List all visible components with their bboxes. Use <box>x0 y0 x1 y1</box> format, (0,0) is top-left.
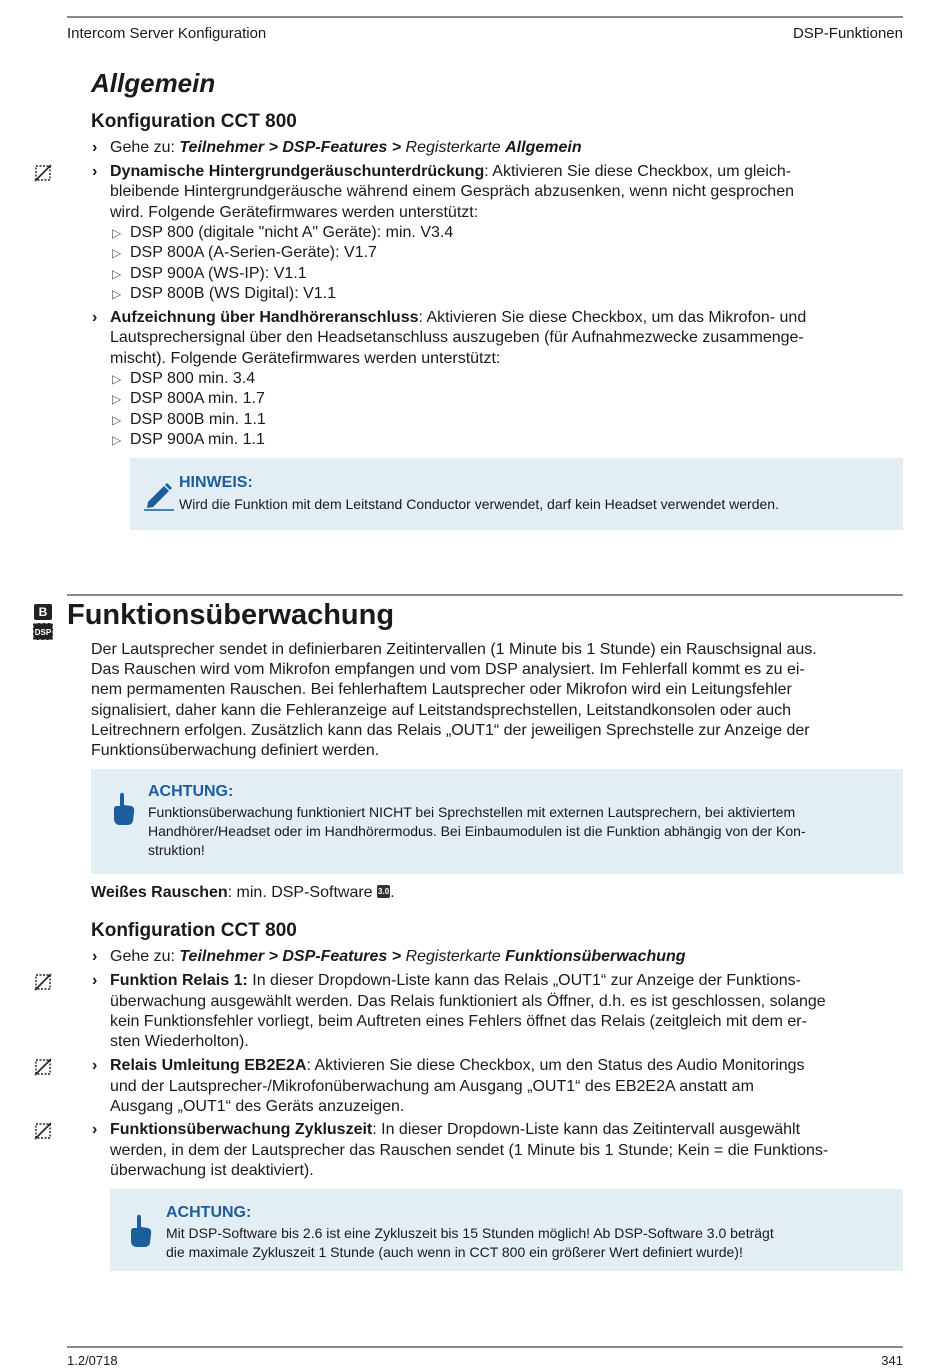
device-badge-b: B <box>34 604 52 620</box>
note-text: Wird die Funktion mit dem Leitstand Conductor verwendet, darf kein Headset verwendet werden. <box>179 496 779 512</box>
hand-warning-icon <box>111 791 137 827</box>
item-line: Ausgang „OUT1“ des Geräts anzuzeigen. <box>110 1098 405 1115</box>
config-heading: Konfiguration CCT 800 <box>91 920 297 941</box>
checkbox-edit-icon <box>33 163 53 183</box>
hand-warning-icon <box>128 1213 154 1249</box>
white-noise-line: Weißes Rauschen: min. DSP-Software 3.0. <box>91 884 395 901</box>
intro-line: signalisiert, daher kann die Fehleranzeige auf Leitstandsprechstellen, Leitstandkonsolen oder auch <box>91 702 792 719</box>
item-line: Dynamische Hintergrundgeräuschunterdrückung: Aktivieren Sie diese Checkbox, um gleich- <box>110 163 792 180</box>
version-badge: 3.0 <box>378 887 390 896</box>
warning-title: ACHTUNG: <box>148 783 234 800</box>
intro-line: Leitrechnern erfolgen. Zusätzlich kann das Relais „OUT1“ der jeweiligen Sprechstelle zur Anzeige der <box>91 722 810 739</box>
note-box <box>130 458 903 530</box>
item-line: Funktion Relais 1: In dieser Dropdown-Liste kann das Relais „OUT1“ zur Anzeige der Funktions- <box>110 972 801 989</box>
chevron-right-icon: ▷ <box>112 246 122 260</box>
sub-item: DSP 800 min. 3.4 <box>130 370 256 387</box>
checkbox-edit-icon <box>33 972 53 992</box>
chevron-right-icon: ▷ <box>112 287 122 301</box>
sub-item: DSP 800A min. 1.7 <box>130 390 265 407</box>
item-line: bleibende Hintergrundgeräusche während einem Gespräch abzusenken, wenn nicht gesprochen <box>110 183 794 200</box>
item-line: und der Lautsprecher-/Mikrofonüberwachung am Ausgang „OUT1“ des EB2E2A anstatt am <box>110 1078 754 1095</box>
warning-box <box>91 769 903 874</box>
item-line: sten Wiederholton). <box>110 1033 249 1050</box>
chevron-right-icon: › <box>92 163 98 180</box>
checkbox-edit-icon <box>33 1121 53 1141</box>
section-title-funktionsueberwachung: Funktionsüberwachung <box>67 599 395 631</box>
warning-line: Mit DSP-Software bis 2.6 ist eine Zykluszeit bis 15 Stunden möglich! Ab DSP-Software 3.0 beträgt <box>166 1225 774 1241</box>
page-footer <box>67 1346 903 1368</box>
chevron-right-icon: ▷ <box>112 413 122 427</box>
item-line: Aufzeichnung über Handhöreranschluss: Aktivieren Sie diese Checkbox, um das Mikrofon- und <box>110 309 807 326</box>
checkbox-edit-icon <box>33 1057 53 1077</box>
chevron-right-icon: ▷ <box>112 433 122 447</box>
sub-item: DSP 800B min. 1.1 <box>130 411 266 428</box>
page-header <box>67 16 903 44</box>
intro-line: Der Lautsprecher sendet in definierbaren Zeitintervallen (1 Minute bis 1 Stunde) ein Rauschsignal aus. <box>91 641 817 658</box>
sub-item: DSP 900A min. 1.1 <box>130 431 265 448</box>
warning-line: Handhörer/Headset oder im Handhörermodus. Bei Einbaumodulen ist die Funktion abhängig von der Kon- <box>148 823 806 839</box>
chevron-right-icon: › <box>92 1121 98 1138</box>
warning-line: struktion! <box>148 842 205 858</box>
chevron-right-icon: › <box>92 309 98 326</box>
sub-item: DSP 900A (WS-IP): V1.1 <box>130 265 307 282</box>
warning-line: die maximale Zykluszeit 1 Stunde (auch wenn in CCT 800 ein größerer Wert definiert wurde)! <box>166 1244 743 1260</box>
chevron-right-icon: › <box>92 1057 98 1074</box>
chevron-right-icon: › <box>92 948 98 965</box>
page-number: 341 <box>881 1353 903 1368</box>
item-line: kein Funktionsfehler vorliegt, beim Auftreten eines Fehlers öffnet das Relais (zeitgleich mit dem er- <box>110 1013 807 1030</box>
goto-line: Gehe zu: Teilnehmer > DSP-Features > Registerkarte Funktionsüberwachung <box>110 948 686 965</box>
sub-item: DSP 800B (WS Digital): V1.1 <box>130 285 337 302</box>
chevron-right-icon: ▷ <box>112 392 122 406</box>
chevron-right-icon: › <box>92 972 98 989</box>
header-title: Intercom Server Konfiguration <box>67 25 267 42</box>
item-line: werden, in dem der Lautsprecher das Rauschen sendet (1 Minute bis 1 Stunde; Kein = die Funktions- <box>110 1142 829 1159</box>
intro-line: Funktionsüberwachung definiert werden. <box>91 742 380 759</box>
device-badge-dsp: DSP <box>33 623 53 640</box>
warning-line: Funktionsüberwachung funktioniert NICHT bei Sprechstellen mit externen Lautsprechern, bei aktiviertem <box>148 804 796 820</box>
section-title-allgemein: Allgemein <box>91 68 216 98</box>
document-version: 1.2/0718 <box>67 1353 118 1368</box>
chevron-right-icon: ▷ <box>112 267 122 281</box>
chevron-right-icon: › <box>92 139 98 156</box>
intro-line: nem permamenten Rauschen. Bei fehlerhaftem Lautsprecher oder Mikrofon wird ein Leitungsfehler <box>91 681 792 698</box>
sub-item: DSP 800A (A-Serien-Geräte): V1.7 <box>130 244 377 261</box>
item-line: Lautsprechersignal über den Headsetanschluss auszugeben (für Aufnahmezwecke zusammenge- <box>110 329 804 346</box>
warning-title: ACHTUNG: <box>166 1204 252 1221</box>
item-line: wird. Folgende Gerätefirmwares werden unterstützt: <box>110 204 479 221</box>
item-line: Funktionsüberwachung Zykluszeit: In dieser Dropdown-Liste kann das Zeitintervall ausgewählt <box>110 1121 801 1138</box>
note-title: HINWEIS: <box>179 474 253 491</box>
sub-item: DSP 800 (digitale "nicht A" Geräte): min. V3.4 <box>130 224 454 241</box>
item-line: mischt). Folgende Gerätefirmwares werden unterstützt: <box>110 350 501 367</box>
warning-box <box>110 1189 903 1271</box>
chevron-right-icon: ▷ <box>112 226 122 240</box>
chevron-right-icon: ▷ <box>112 372 122 386</box>
goto-line: Gehe zu: Teilnehmer > DSP-Features > Registerkarte Allgemein <box>110 139 582 156</box>
intro-line: Das Rauschen wird vom Mikrofon empfangen und vom DSP analysiert. Im Fehlerfall kommt es zu ei- <box>91 661 805 678</box>
section-divider <box>67 594 903 596</box>
item-line: überwachung ausgewählt werden. Das Relais funktioniert als Öffner, d.h. es ist geschlossen, solange <box>110 993 826 1010</box>
item-line: überwachung ist deaktiviert). <box>110 1162 314 1179</box>
header-section: DSP-Funktionen <box>792 25 903 42</box>
config-heading: Konfiguration CCT 800 <box>91 111 297 132</box>
pencil-icon <box>142 478 176 512</box>
item-line: Relais Umleitung EB2E2A: Aktivieren Sie diese Checkbox, um den Status des Audio Monitorings <box>110 1057 805 1074</box>
